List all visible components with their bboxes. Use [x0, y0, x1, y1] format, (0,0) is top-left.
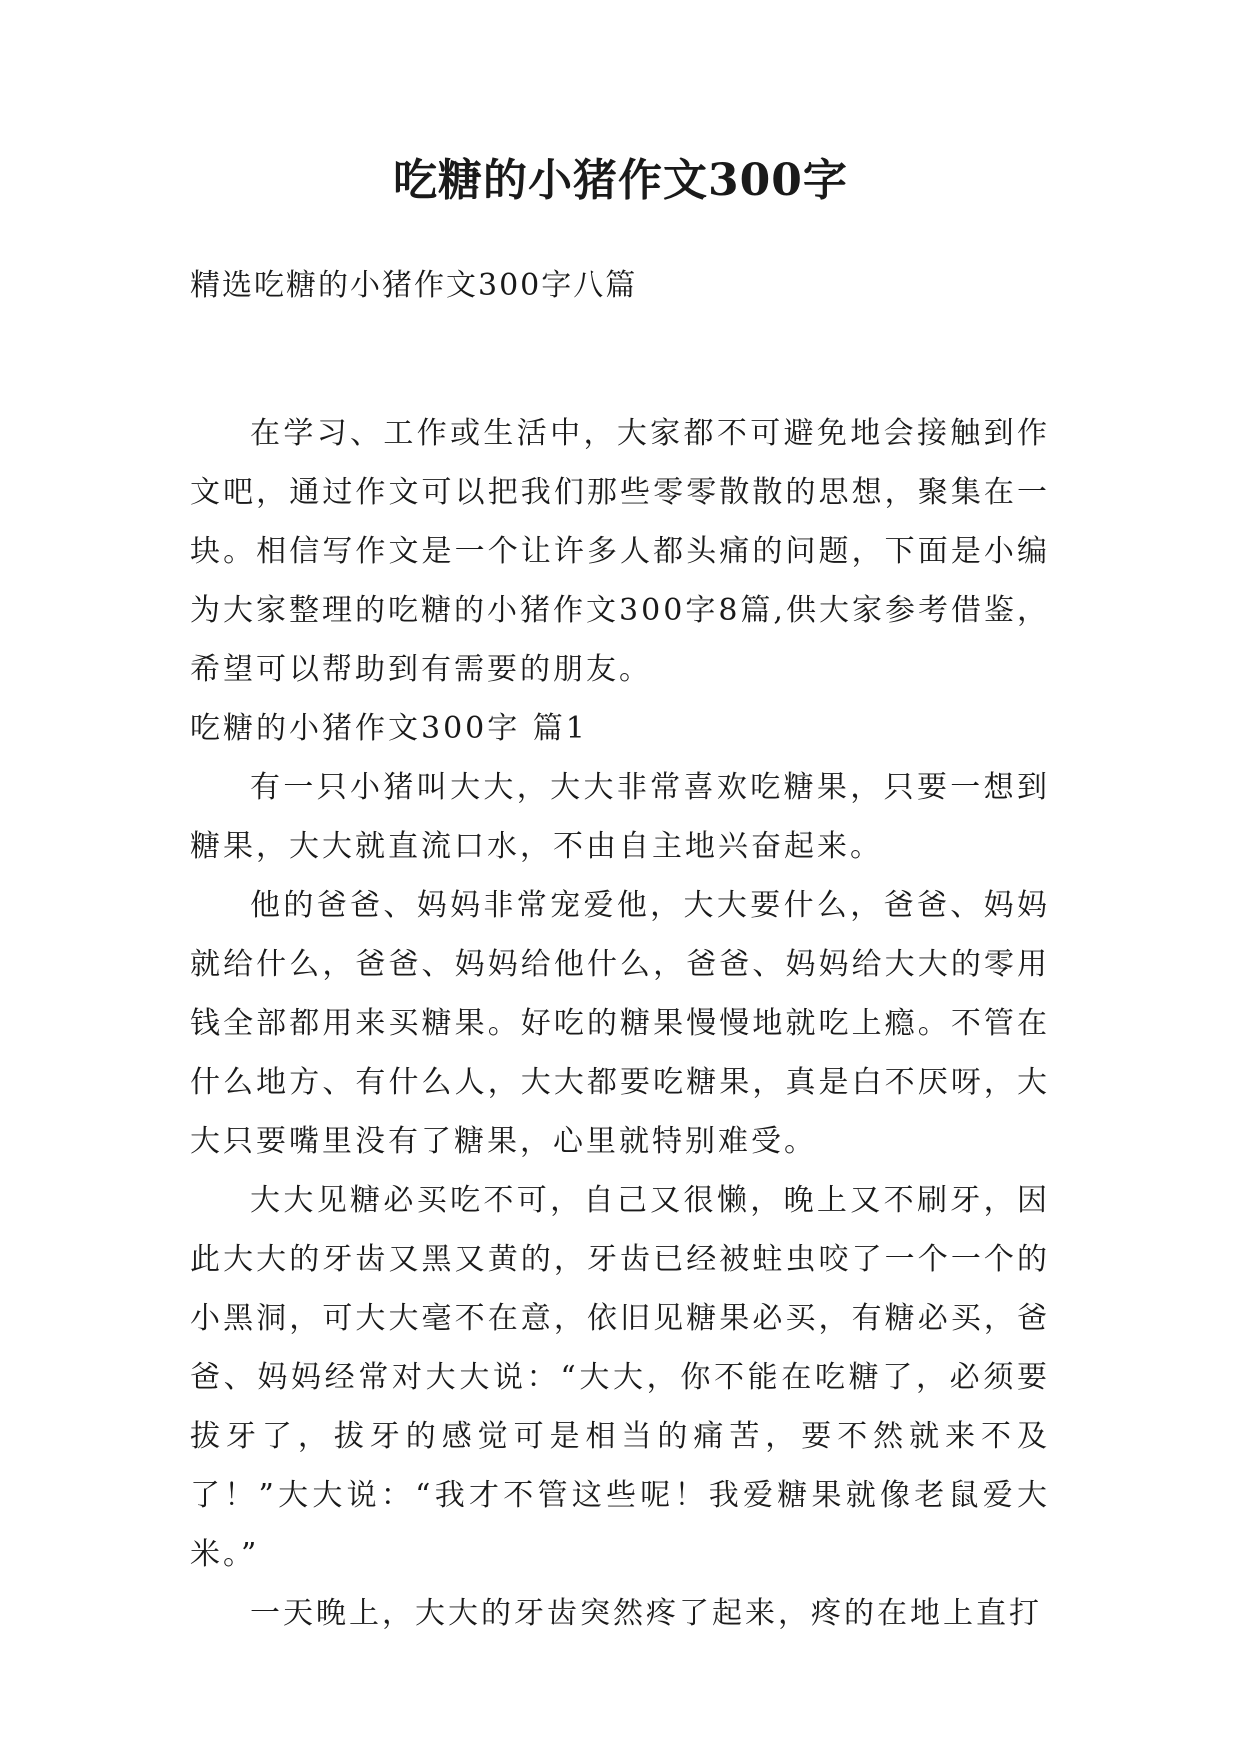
intro-paragraph: 在学习、工作或生活中，大家都不可避免地会接触到作文吧，通过作文可以把我们那些零零散散的思想，聚集在一块。相信写作文是一个让许多人都头痛的问题，下面是小编为大家整理的吃糖的小猪作文300字8篇,供大家参考借鉴，希望可以帮助到有需要的朋友。	[190, 416, 1050, 687]
document-title: 吃糖的小猪作文300字	[393, 155, 848, 206]
body-paragraph: 有一只小猪叫大大，大大非常喜欢吃糖果，只要一想到糖果，大大就直流口水，不由自主地兴奋起来。	[190, 770, 1050, 864]
body-paragraph: 他的爸爸、妈妈非常宠爱他，大大要什么，爸爸、妈妈就给什么，爸爸、妈妈给他什么，爸爸、妈妈给大大的零用钱全部都用来买糖果。好吃的糖果慢慢地就吃上瘾。不管在什么地方、有什么人，大大都要吃糖果，真是白不厌呀，大大只要嘴里没有了糖果，心里就特别难受。	[190, 888, 1050, 1159]
body-paragraph: 一天晚上，大大的牙齿突然疼了起来，疼的在地上直打	[250, 1596, 1042, 1631]
section-heading: 吃糖的小猪作文300字 篇1	[190, 711, 588, 746]
document-body	[190, 404, 1050, 1643]
body-paragraph: 大大见糖必买吃不可，自己又很懒，晚上又不刷牙，因此大大的牙齿又黑又黄的，牙齿已经被蛀虫咬了一个一个的小黑洞，可大大毫不在意，依旧见糖果必买，有糖必买，爸爸、妈妈经常对大大说：“大大，你不能在吃糖了，必须要拔牙了，拔牙的感觉可是相当的痛苦，要不然就来不及了！”大大说：“我才不管这些呢！我爱糖果就像老鼠爱大米。”	[190, 1183, 1050, 1572]
document-subtitle: 精选吃糖的小猪作文300字八篇	[190, 268, 638, 303]
